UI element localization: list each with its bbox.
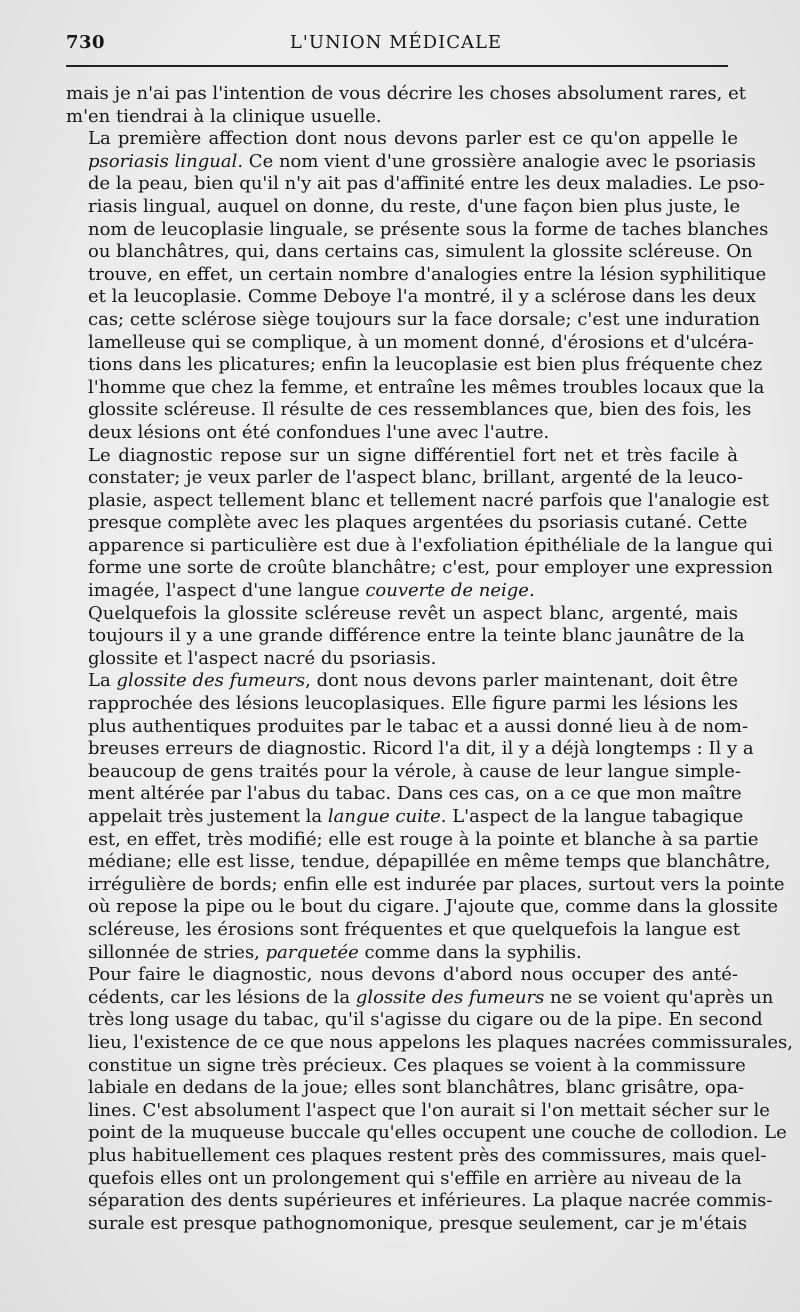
text-line: très long usage du tabac, qu'il s'agisse du cigare ou de la pipe. En second	[88, 1009, 763, 1031]
text-line: mais je n'ai pas l'intention de vous décrire les choses absolument rares, et	[66, 83, 746, 104]
page-number: 730	[66, 32, 106, 53]
text-line: presque complète avec les plaques argentées du psoriasis cutané. Cette	[88, 512, 748, 534]
text-line: l'homme que chez la femme, et entraîne les mêmes troubles locaux que la	[88, 376, 765, 398]
text-line: beaucoup de gens traités pour la vérole, à cause de leur langue simple-	[88, 760, 741, 782]
text-line: Quelquefois la glossite scléreuse revêt un aspect blanc, argenté, mais	[88, 602, 738, 624]
text-line: forme une sorte de croûte blanchâtre; c'est, pour employer une expression	[88, 557, 773, 579]
text-line: m'en tiendrai à la clinique usuelle.	[66, 105, 382, 127]
text-line: apparence si particulière est due à l'exfoliation épithéliale de la langue qui	[88, 534, 773, 556]
text-line: plasie, aspect tellement blanc et tellement nacré parfois que l'analogie est	[88, 489, 770, 511]
text-line: séparation des dents supérieures et inférieures. La plaque nacrée commis-	[88, 1190, 773, 1212]
text-line: constater; je veux parler de l'aspect blanc, brillant, argenté de la leuco-	[88, 467, 743, 489]
paragraph	[66, 83, 746, 128]
text-line: lamelleuse qui se complique, à un moment donné, d'érosions et d'ulcéra-	[88, 331, 754, 353]
paragraph	[66, 602, 745, 671]
paragraph	[66, 128, 769, 444]
text-line: où repose la pipe ou le bout du cigare. J'ajoute que, comme dans la glossite	[88, 896, 778, 918]
text-line: tions dans les plicatures; enfin la leucoplasie est bien plus fréquente chez	[88, 354, 763, 376]
text-line: ment altérée par l'abus du tabac. Dans ces cas, on a ce que mon maître	[88, 783, 742, 805]
text-line: lieu, l'existence de ce que nous appelons les plaques nacrées commissurales,	[88, 1031, 793, 1053]
text-line: quefois elles ont un prolongement qui s'effile en arrière au niveau de la	[88, 1167, 742, 1189]
text-line: et la leucoplasie. Comme Deboye l'a montré, il y a sclérose dans les deux	[88, 286, 756, 308]
text-line: La première affection dont nous devons parler est ce qu'on appelle le	[88, 128, 738, 150]
header-rule	[66, 65, 728, 67]
text-line: plus habituellement ces plaques restent près des commissures, mais quel-	[88, 1144, 767, 1166]
text-line: surale est presque pathognomonique, presque seulement, car je m'étais	[88, 1212, 748, 1234]
text-line: médiane; elle est lisse, tendue, dépapillée en même temps que blanchâtre,	[88, 851, 771, 873]
text-line: de la peau, bien qu'il n'y ait pas d'affinité entre les deux maladies. Le pso-	[88, 173, 765, 195]
text-line: constitue un signe très précieux. Ces plaques se voient à la commissure	[88, 1054, 746, 1076]
text-line: point de la muqueuse buccale qu'elles occupent une couche de collodion. Le	[88, 1122, 787, 1144]
text-line: appelait très justement la langue cuite. L'aspect de la langue tabagique	[88, 806, 744, 827]
text-line: cas; cette sclérose siège toujours sur la face dorsale; c'est une induration	[88, 308, 760, 330]
text-line: labiale en dedans de la joue; elles sont blanchâtres, blanc grisâtre, opa-	[88, 1077, 745, 1099]
text-line: lines. C'est absolument l'aspect que l'on aurait si l'on mettait sécher sur le	[88, 1099, 770, 1121]
text-line: Pour faire le diagnostic, nous devons d'abord nous occuper des anté-	[88, 964, 738, 986]
text-line: Le diagnostic repose sur un signe différentiel fort net et très facile à	[88, 444, 738, 466]
text-line: ou blanchâtres, qui, dans certains cas, simulent la glossite scléreuse. On	[88, 241, 753, 263]
text-line: imagée, l'aspect d'une langue couverte de neige.	[88, 580, 535, 602]
text-line: est, en effet, très modifié; elle est rouge à la pointe et blanche à sa partie	[88, 828, 759, 850]
text-line: nom de leucoplasie linguale, se présente sous la forme de taches blanches	[88, 218, 769, 240]
page-header	[66, 32, 726, 58]
text-line: plus authentiques produites par le tabac et a aussi donné lieu à de nom-	[88, 715, 749, 737]
text-line: riasis lingual, auquel on donne, du reste, d'une façon bien plus juste, le	[88, 195, 741, 217]
text-line: glossite et l'aspect nacré du psoriasis.	[88, 647, 437, 669]
text-line: irrégulière de bords; enfin elle est indurée par places, surtout vers la pointe	[88, 873, 785, 895]
paragraph	[66, 670, 785, 964]
article-body	[66, 83, 793, 1235]
text-line: psoriasis lingual. Ce nom vient d'une grossière analogie avec le psoriasis	[88, 150, 756, 172]
text-line: sillonnée de stries, parquetée comme dans la syphilis.	[88, 941, 582, 963]
text-line: La glossite des fumeurs, dont nous devons parler maintenant, doit être	[88, 670, 738, 692]
text-line: scléreuse, les érosions sont fréquentes et que quelquefois la langue est	[88, 918, 741, 940]
journal-title: L'UNION MÉDICALE	[289, 32, 503, 53]
text-line: toujours il y a une grande différence entre la teinte blanc jaunâtre de la	[88, 625, 745, 647]
text-line: rapprochée des lésions leucoplasiques. Elle figure parmi les lésions les	[88, 693, 738, 715]
text-line: cédents, car les lésions de la glossite des fumeurs ne se voient qu'après un	[88, 986, 774, 1008]
text-line: deux lésions ont été confondues l'une avec l'autre.	[88, 421, 550, 443]
text-line: trouve, en effet, un certain nombre d'analogies entre la lésion syphilitique	[88, 263, 767, 285]
paragraph	[66, 964, 793, 1235]
text-line: glossite scléreuse. Il résulte de ces ressemblances que, bien des fois, les	[88, 399, 752, 421]
paragraph	[66, 444, 773, 603]
text-line: breuses erreurs de diagnostic. Ricord l'a dit, il y a déjà longtemps : Il y a	[88, 738, 754, 760]
